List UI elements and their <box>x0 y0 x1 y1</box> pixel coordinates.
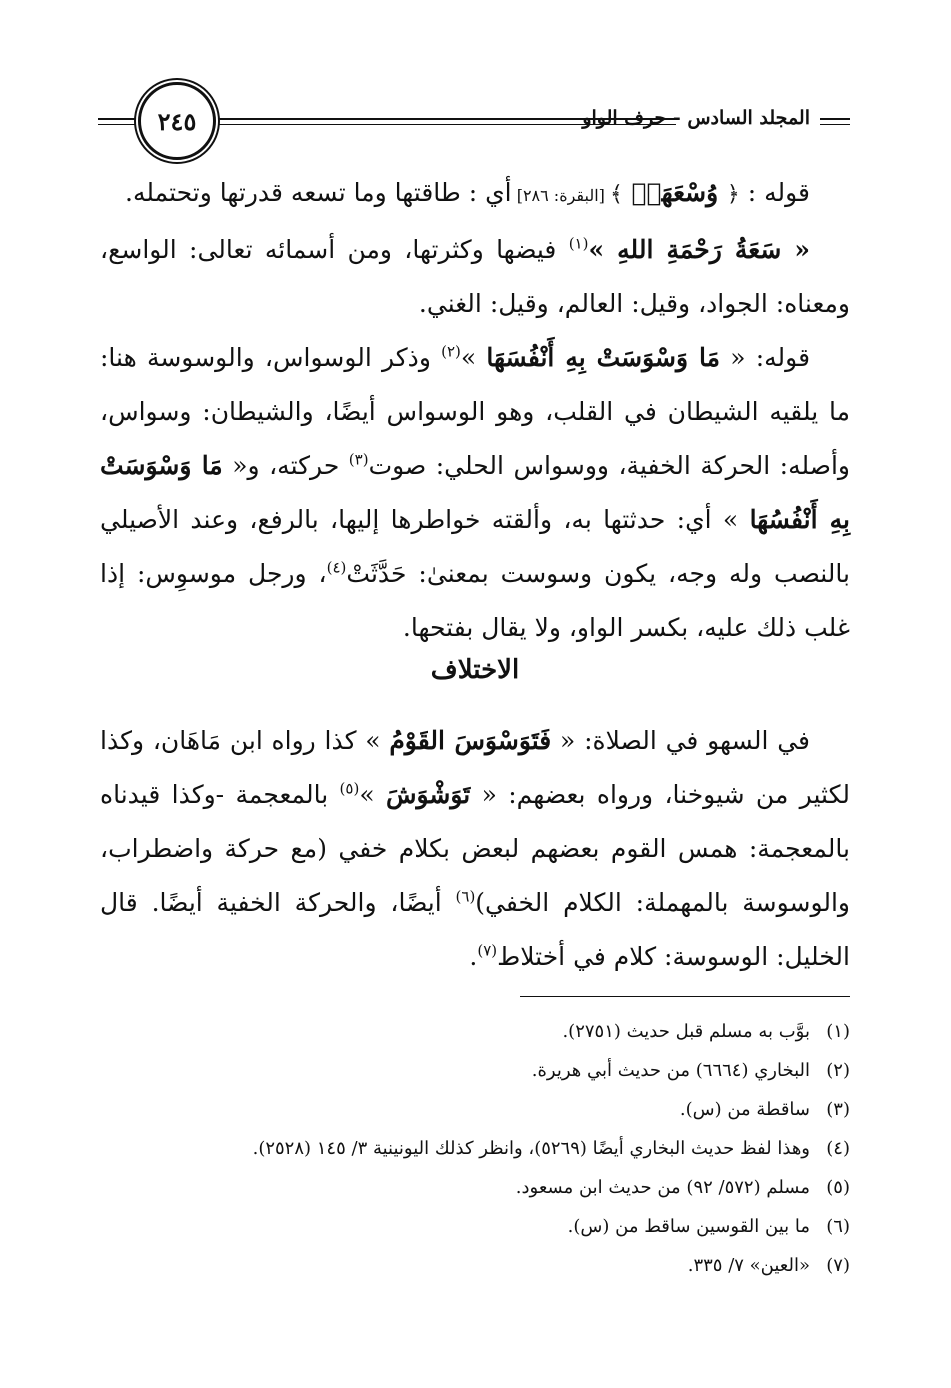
paragraph-1: قوله : ﴿ وُسْعَهَاۚ ﴾ [البقرة: ٢٨٦] أي : طاقتها وما تسعه قدرتها وتحتمله. <box>125 178 810 207</box>
footnote-text: البخاري (٦٦٦٤) من حديث أبي هريرة. <box>531 1060 810 1081</box>
footnote-number: (٣) <box>826 1099 850 1120</box>
footnote-text: وهذا لفظ حديث البخاري أيضًا (٥٢٦٩)، وانظر كذلك اليونينية ٣/ ١٤٥ (٢٥٢٨). <box>252 1138 810 1159</box>
footnote-number: (٢) <box>826 1060 850 1081</box>
footnote-text: بوَّب به مسلم قبل حديث (٢٧٥١). <box>562 1021 810 1042</box>
hadith-quote: مَا وَسْوَسَتْ بِهِ أَنْفُسَهَا <box>486 343 721 372</box>
footnote-number: (١) <box>826 1021 850 1042</box>
page-number: ٢٤٥ <box>138 82 216 160</box>
footnote-ref-4: (٤) <box>326 558 347 577</box>
footnotes <box>100 1012 850 1285</box>
quran-word: وُسْعَهَاۚ <box>622 178 727 207</box>
footnote-number: (٦) <box>826 1216 850 1237</box>
footnote-4 <box>100 1129 850 1168</box>
footnote-7 <box>100 1246 850 1285</box>
footnote-1 <box>100 1012 850 1051</box>
header-rule-left-thin <box>98 124 138 125</box>
hadith-quote: فَتَوَسْوَسَ القَوْمُ <box>389 726 552 755</box>
hadith-quote: مَا وَسْوَسَتْ بِهِ أَنْفُسُهَا <box>100 451 850 534</box>
surah-reference: [البقرة: ٢٨٦] <box>511 186 610 205</box>
main-text-2 <box>100 714 850 984</box>
footnote-ref-2: (٢) <box>441 342 461 361</box>
footnote-text: مسلم (٥٧٢/ ٩٢) من حديث ابن مسعود. <box>515 1177 810 1198</box>
header-rule-left <box>98 118 138 120</box>
hadith-quote: « سَعَةُ رَحْمَةِ اللهِ » <box>588 235 810 264</box>
footnote-number: (٥) <box>826 1177 850 1198</box>
footnote-ref-6: (٦) <box>455 887 476 906</box>
paragraph-4: في السهو في الصلاة: « فَتَوَسْوَسَ القَوْمُ » كذا رواه ابن مَاهَان، وكذا لكثير من شيوخنا، ورواه بعضهم: « تَوَشْوَشَ »$^{(٥)}$ بالمعجمة -وكذا قيدناه بالمعجمة: همس القوم بعضهم لبعض بكلام خفي (مع حركة واضطراب، والوسوسة بالمهملة: الكلام الخفي)$^{(٦)}$ أيضًا، والحركة الخفية أيضًا. قال الخليل: الوسوسة: كلام في أختلاط$^{(٧)}$. <box>100 726 850 971</box>
quran-bracket-close: ﴾ <box>609 182 623 207</box>
footnote-ref-5: (٥) <box>339 779 360 798</box>
paragraph-2: « سَعَةُ رَحْمَةِ اللهِ »$^{(١)}$ فيضها وكثرتها، ومن أسمائه تعالى: الواسع، ومعناه: الجواد، وقيل: العالم، وقيل: الغني. <box>100 234 850 318</box>
quran-bracket-open: ﴿ <box>726 182 740 207</box>
footnote-number: (٤) <box>826 1138 850 1159</box>
header-rule-right-thin <box>820 124 850 125</box>
footnote-text: «العين» ٧/ ٣٣٥. <box>687 1255 810 1276</box>
header-rule-right <box>820 118 850 120</box>
footnote-number: (٧) <box>826 1255 850 1276</box>
footnote-text: ساقطة من (س). <box>679 1099 810 1120</box>
footnote-6 <box>100 1207 850 1246</box>
footnote-2 <box>100 1051 850 1090</box>
footnote-5 <box>100 1168 850 1207</box>
footnote-ref-7: (٧) <box>477 941 498 960</box>
main-text-1 <box>100 166 850 655</box>
footnote-ref-1: (١) <box>568 234 589 253</box>
section-heading: الاختلاف <box>430 655 520 685</box>
footnote-3 <box>100 1090 850 1129</box>
footnote-ref-3: (٣) <box>348 450 369 469</box>
hadith-quote: تَوَشْوَشَ <box>385 780 471 809</box>
running-title: المجلد السادس - حرف الواو <box>582 107 810 129</box>
footnote-separator <box>520 996 850 997</box>
running-header <box>98 78 850 168</box>
paragraph-3: قوله: « مَا وَسْوَسَتْ بِهِ أَنْفُسَهَا »$^{(٢)}$ وذكر الوسواس، والوسوسة هنا: ما يلقيه الشيطان في القلب، وهو الوسواس أيضًا، والشيطان: وسواس، وأصله: الحركة الخفية، ووسواس الحلي: صوت$^{(٣)}$ حركته، و« مَا وَسْوَسَتْ بِهِ أَنْفُسُهَا » أي: حدثتها به، وألقته خواطرها إليها، بالرفع، وعند الأصيلي بالنصب وله وجه، يكون وسوست بمعنىٰ: حَدَّثَتْ$^{(٤)}$، ورجل موسوِس: إذا غلب ذلك عليه، بكسر الواو، ولا يقال بفتحها. <box>100 342 850 642</box>
footnote-text: ما بين القوسين ساقط من (س). <box>567 1216 810 1237</box>
